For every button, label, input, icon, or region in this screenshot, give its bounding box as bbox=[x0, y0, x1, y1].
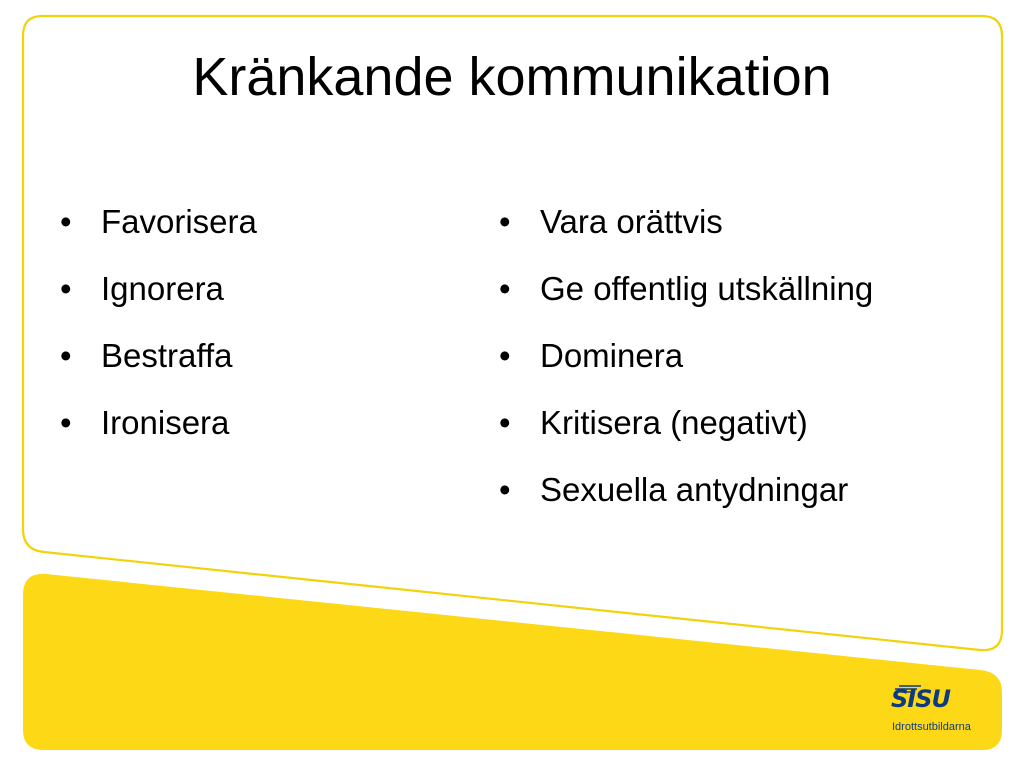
bullet-text: Bestraffa bbox=[101, 337, 233, 374]
list-item bbox=[499, 188, 873, 255]
list-item bbox=[60, 389, 257, 456]
bullet-icon: • bbox=[60, 404, 72, 441]
list-item bbox=[499, 456, 873, 523]
bullet-icon: • bbox=[499, 404, 511, 441]
bullet-text: Favorisera bbox=[101, 203, 257, 240]
logo-tagline: Idrottsutbildarna bbox=[892, 721, 971, 733]
left-bullet-list bbox=[60, 188, 257, 456]
bullet-icon: • bbox=[499, 203, 511, 240]
right-bullet-list bbox=[499, 188, 873, 523]
list-item bbox=[499, 322, 873, 389]
sisu-logo bbox=[891, 684, 991, 736]
list-item bbox=[60, 188, 257, 255]
list-item bbox=[499, 389, 873, 456]
bullet-text: Ge offentlig utskällning bbox=[540, 270, 874, 307]
slide-title: Kränkande kommunikation bbox=[192, 47, 832, 107]
bullet-icon: • bbox=[60, 337, 72, 374]
bullet-text: Ironisera bbox=[101, 404, 230, 441]
bullet-icon: • bbox=[499, 337, 511, 374]
logo-wordmark: SISU bbox=[891, 685, 950, 713]
list-item bbox=[60, 255, 257, 322]
bullet-icon: • bbox=[499, 270, 511, 307]
list-item bbox=[499, 255, 873, 322]
bullet-text: Kritisera (negativt) bbox=[540, 404, 808, 441]
list-item bbox=[60, 322, 257, 389]
bullet-text: Sexuella antydningar bbox=[540, 471, 849, 508]
bullet-text: Dominera bbox=[540, 337, 684, 374]
bullet-icon: • bbox=[499, 471, 511, 508]
bullet-text: Ignorera bbox=[101, 270, 224, 307]
bullet-text: Vara orättvis bbox=[540, 203, 723, 240]
bullet-icon: • bbox=[60, 203, 72, 240]
bullet-icon: • bbox=[60, 270, 72, 307]
